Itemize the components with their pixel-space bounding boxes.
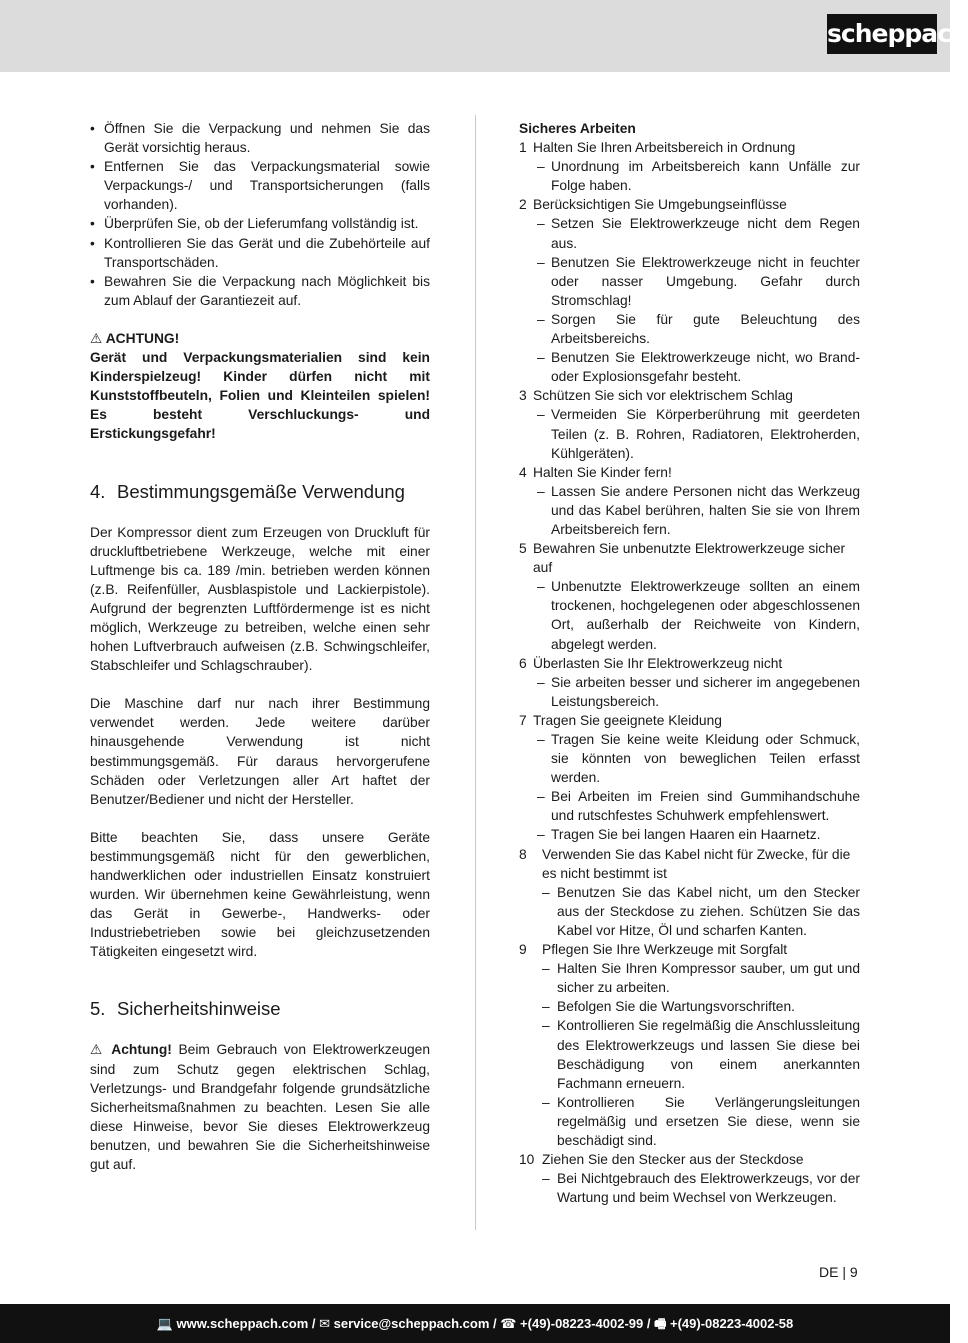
section-5-heading	[90, 998, 430, 1020]
list-item: • Kontrollieren Sie das Gerät und die Zubehörteile auf Transportschäden.	[90, 234, 430, 272]
item-number: 8	[519, 846, 527, 862]
item-title	[519, 463, 860, 482]
paragraph: Die Maschine darf nur nach ihrer Bestimmung verwendet werden. Jede weitere darüber hinausgehende Verwendung ist nicht bestimmungsgemäß. Für daraus hervorgerufene Schäden oder Verletzungen aller Art haftet der Benutzer/Bediener und nicht der Hersteller.	[90, 696, 430, 807]
column-divider	[475, 115, 476, 1230]
list-item: • Öffnen Sie die Verpackung und nehmen Sie das Gerät vorsichtig heraus.	[90, 119, 430, 157]
fax-number: 🖷 +(49)-08223-4002-58	[654, 1316, 794, 1331]
safety-item-1	[519, 138, 860, 195]
item-number: 7	[519, 712, 527, 728]
item-number: 9	[519, 942, 527, 958]
page-header	[0, 0, 968, 72]
item-number: 2	[519, 197, 527, 213]
item-title-text: Überlasten Sie Ihr Elektrowerkzeug nicht	[533, 655, 783, 671]
left-column	[90, 119, 430, 1193]
item-title-text: Pflegen Sie Ihre Werkzeuge mit Sorgfalt	[542, 942, 788, 958]
paragraph: Der Kompressor dient zum Erzeugen von Druckluft für druckluftbetriebene Werkzeuge, welche mit einer Luftmenge bis ca. 189 /min. betrieben werden können (z.B. Reifenfüller, Ausblaspistole und Lackierpistole). Aufgrund der begrenzten Luftfördermenge ist es nicht möglich, Werkzeuge zu betreiben, welche einen sehr hohen Luftverbrauch aufweisen (z.B. Schwingschleifer, Stabschleifer und Schlagschrauber).	[90, 524, 430, 674]
warning-text: Gerät und Verpackungsmaterialien sind kein Kinderspielzeug! Kinder dürfen nicht mit Kunststoffbeuteln, Folien und Kleinteilen spielen! Es besteht Verschluckungs- und Erstickungsgefahr!	[90, 350, 430, 442]
item-number: 3	[519, 388, 527, 404]
phone-number: ☎ +(49)-08223-4002-99 /	[500, 1316, 651, 1331]
item-title	[519, 138, 860, 157]
page-footer	[0, 1304, 950, 1343]
sub-item: – Lassen Sie andere Personen nicht das Werkzeug und das Kabel berühren, halten Sie sie von Ihrem Arbeitsbereich fern.	[519, 482, 860, 539]
safety-item-6	[519, 654, 860, 711]
section-number: 4.	[90, 480, 106, 502]
right-column	[519, 119, 860, 1207]
item-title	[519, 711, 860, 730]
page-number: DE | 9	[819, 1264, 858, 1280]
item-title-text: Halten Sie Kinder fern!	[533, 464, 672, 480]
sub-item: – Unordnung im Arbeitsbereich kann Unfälle zur Folge haben.	[519, 157, 860, 195]
item-title	[519, 654, 860, 673]
safety-item-2	[519, 195, 860, 386]
sub-item: – Unbenutzte Elektrowerkzeuge sollten an einem trockenen, hochgelegenen oder abgeschlossenen Ort, außerhalb der Reichweite von Kindern, abgelegt werden.	[519, 577, 860, 653]
item-number: 5	[519, 541, 527, 557]
safety-item-8	[519, 845, 860, 940]
unpacking-list	[90, 119, 430, 310]
item-title	[519, 539, 860, 577]
website-link[interactable]: 💻 www.scheppach.com /	[156, 1316, 316, 1331]
sub-item: – Vermeiden Sie Körperberührung mit geerdeten Teilen (z. B. Rohren, Radiatoren, Elektroherden, Kühlgeräten).	[519, 405, 860, 462]
item-title	[519, 1150, 860, 1169]
section-title: Sicherheitshinweise	[117, 998, 281, 1020]
sub-item: – Benutzen Sie das Kabel nicht, um den Stecker aus der Steckdose zu ziehen. Schützen Sie das Kabel vor Hitze, Öl und scharfen Kanten.	[519, 883, 860, 940]
section-4-heading	[90, 481, 430, 503]
item-title	[519, 845, 860, 883]
item-number: 1	[519, 140, 527, 156]
safety-item-5	[519, 539, 860, 654]
item-title-text: Tragen Sie geeignete Kleidung	[533, 712, 722, 728]
item-title	[519, 195, 860, 214]
safety-intro	[90, 1040, 430, 1174]
sub-item: – Sorgen Sie für gute Beleuchtung des Arbeitsbereichs.	[519, 310, 860, 348]
section-number: 5.	[90, 998, 106, 1020]
sub-item: – Befolgen Sie die Wartungsvorschriften.	[519, 997, 860, 1016]
sub-item: – Bei Arbeiten im Freien sind Gummihandschuhe und rutschfestes Schuhwerk empfehlenswert.	[519, 787, 860, 825]
sub-item: – Setzen Sie Elektrowerkzeuge nicht dem Regen aus.	[519, 214, 860, 252]
sub-item: – Sie arbeiten besser und sicherer im angegebenen Leistungsbereich.	[519, 673, 860, 711]
warning-title: ⚠ ACHTUNG!	[90, 330, 180, 346]
paragraph: Bitte beachten Sie, dass unsere Geräte bestimmungsgemäß nicht für den gewerblichen, handwerklichen oder industriellen Einsatz konstruiert wurden. Wir übernehmen keine Gewährleistung, wenn das Gerät in Gewerbe-, Handwerks- oder Industriebetrieben sowie bei gleichzusetzenden Tätigkeiten eingesetzt wird.	[90, 829, 430, 960]
item-title-text: Bewahren Sie unbenutzte Elektrowerkzeuge sicher auf	[533, 541, 846, 576]
safety-intro-text: Beim Gebrauch von Elektrowerkzeugen sind zum Schutz gegen elektrischen Schlag, Verletzungs- und Brandgefahr folgende grundsätzliche Sicherheitsmaßnahmen zu beachten. Lesen Sie alle diese Hinweise, bevor Sie dieses Elektrowerkzeug benutzen, und bewahren Sie die Sicherheitshinweise gut auf.	[90, 1042, 430, 1173]
item-title-text: Berücksichtigen Sie Umgebungseinflüsse	[533, 197, 787, 213]
safety-item-3	[519, 386, 860, 462]
sub-item: – Halten Sie Ihren Kompressor sauber, um gut und sicher zu arbeiten.	[519, 959, 860, 997]
list-item: • Entfernen Sie das Verpackungsmaterial sowie Verpackungs-/ und Transportsicherungen (falls vorhanden).	[90, 157, 430, 214]
item-title-text: Ziehen Sie den Stecker aus der Steckdose	[542, 1152, 804, 1168]
item-number: 6	[519, 655, 527, 671]
safety-item-4	[519, 463, 860, 539]
safe-work-heading: Sicheres Arbeiten	[519, 121, 636, 136]
scheppach-logo: scheppach	[827, 14, 937, 54]
sub-item: – Kontrollieren Sie regelmäßig die Anschlussleitung des Elektrowerkzeugs und lassen Sie diese bei Beschädigung von einem anerkannten Fachmann erneuern.	[519, 1016, 860, 1092]
sub-item: – Benutzen Sie Elektrowerkzeuge nicht, wo Brand- oder Explosionsgefahr besteht.	[519, 348, 860, 386]
section-title: Bestimmungsgemäße Verwendung	[117, 480, 405, 502]
list-item: • Überprüfen Sie, ob der Lieferumfang vollständig ist.	[90, 214, 430, 233]
sub-item: – Benutzen Sie Elektrowerkzeuge nicht in feuchter oder nasser Umgebung. Gefahr durch Stromschlag!	[519, 253, 860, 310]
item-title-text: Schützen Sie sich vor elektrischem Schlag	[533, 388, 793, 404]
safety-item-9	[519, 940, 860, 1150]
sub-item: – Tragen Sie keine weite Kleidung oder Schmuck, sie könnten von beweglichen Teilen erfasst werden.	[519, 730, 860, 787]
sub-item: – Bei Nichtgebrauch des Elektrowerkzeugs, vor der Wartung und beim Wechsel von Werkzeugen.	[519, 1169, 860, 1207]
item-title-text: Verwenden Sie das Kabel nicht für Zwecke, für die es nicht bestimmt ist	[542, 846, 851, 881]
attention-label: ⚠ Achtung!	[90, 1042, 172, 1058]
item-number: 10	[519, 1152, 535, 1168]
item-number: 4	[519, 464, 527, 480]
sub-item: – Tragen Sie bei langen Haaren ein Haarnetz.	[519, 825, 860, 844]
sub-item: – Kontrollieren Sie Verlängerungsleitungen regelmäßig und ersetzen Sie diese, wenn sie beschädigt sind.	[519, 1093, 860, 1150]
list-item: • Bewahren Sie die Verpackung nach Möglichkeit bis zum Ablauf der Garantiezeit auf.	[90, 272, 430, 310]
email-link[interactable]: ✉ service@scheppach.com /	[319, 1316, 497, 1331]
item-title	[519, 386, 860, 405]
warning-box	[90, 329, 430, 444]
safety-item-10	[519, 1150, 860, 1207]
safety-item-7	[519, 711, 860, 845]
item-title	[519, 940, 860, 959]
item-title-text: Halten Sie Ihren Arbeitsbereich in Ordnung	[533, 140, 796, 156]
